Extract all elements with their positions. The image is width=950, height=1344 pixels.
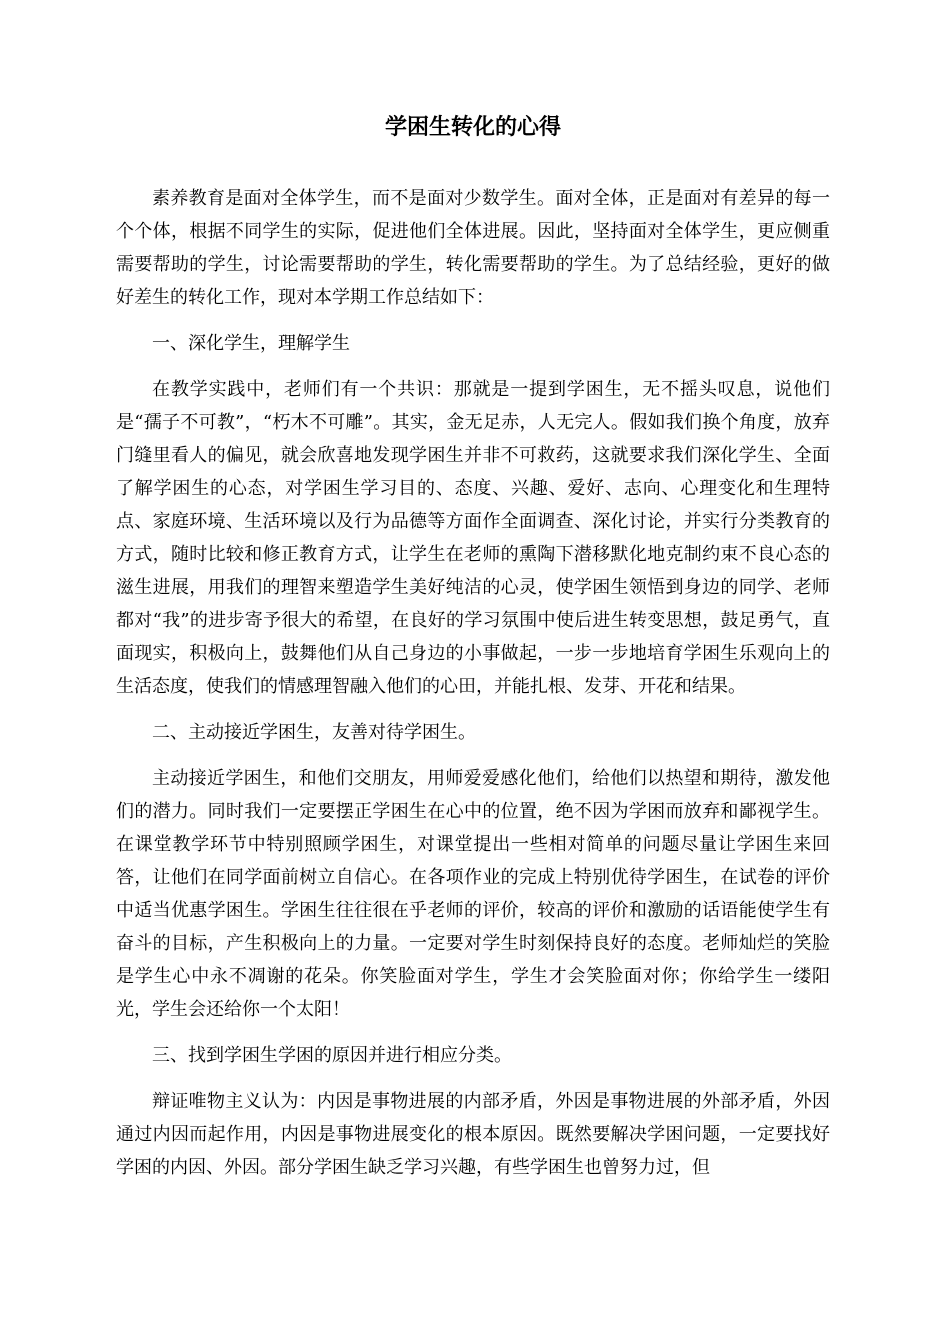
section-heading-3: 三、找到学困生学困的原因并进行相应分类。 [152,1045,512,1066]
section-heading-1: 一、深化学生，理解学生 [152,333,350,354]
document-title: 学困生转化的心得 [384,114,561,140]
section-1-paragraph: 在教学实践中，老师们有一个共识：那就是一提到学困生，无不摇头叹息，说他们是“孺子不可教”，“朽木不可雕”。其实，金无足赤，人无完人。假如我们换个角度，放弃门缝里看人的偏见，就会欣喜地发现学困生并非不可救药，这就要求我们深化学生、全面了解学困生的心态，对学困生学习目的、态度、兴趣、爱好、志向、心理变化和生理特点、家庭环境、生活环境以及行为品德等方面作全面调查、深化讨论，并实行分类教育的方式，随时比较和修正教育方式，让学生在老师的熏陶下潜移默化地克制约束不良心态的滋生进展，用我们的理智来塑造学生美好纯洁的心灵，使学困生领悟到身边的同学、老师都对“我”的进步寄予很大的希望，在良好的学习氛围中使后进生转变思想，鼓足勇气，直面现实，积极向上，鼓舞他们从自己身边的小事做起，一步一步地培育学困生乐观向上的生活态度，使我们的情感理智融入他们的心田，并能扎根、发芽、开花和结果。 [116,379,830,697]
section-heading-2: 二、主动接近学困生，友善对待学困生。 [152,722,476,743]
section-2-paragraph: 主动接近学困生，和他们交朋友，用师爱爱感化他们，给他们以热望和期待，激发他们的潜力。同时我们一定要摆正学困生在心中的位置，绝不因为学困而放弃和鄙视学生。在课堂教学环节中特别照顾学困生，对课堂提出一些相对简单的问题尽量让学困生来回答，让他们在同学面前树立自信心。在各项作业的完成上特别优待学困生，在试卷的评价中适当优惠学困生。学困生往往很在乎老师的评价，较高的评价和激励的话语能使学生有奋斗的目标，产生积极向上的力量。一定要对学生时刻保持良好的态度。老师灿烂的笑脸是学生心中永不凋谢的花朵。你笑脸面对学生，学生才会笑脸面对你；你给学生一缕阳光，学生会还给你一个太阳！ [116,768,830,1020]
intro-paragraph: 素养教育是面对全体学生，而不是面对少数学生。面对全体，正是面对有差异的每一个个体，根据不同学生的实际，促进他们全体进展。因此，坚持面对全体学生，更应侧重需要帮助的学生，讨论需要帮助的学生，转化需要帮助的学生。为了总结经验，更好的做好差生的转化工作，现对本学期工作总结如下： [116,188,830,308]
section-3-paragraph: 辩证唯物主义认为：内因是事物进展的内部矛盾，外因是事物进展的外部矛盾，外因通过内因而起作用，内因是事物进展变化的根本原因。既然要解决学困问题，一定要找好学困的内因、外因。部分学困生缺乏学习兴趣，有些学困生也曾努力过，但 [116,1091,830,1178]
